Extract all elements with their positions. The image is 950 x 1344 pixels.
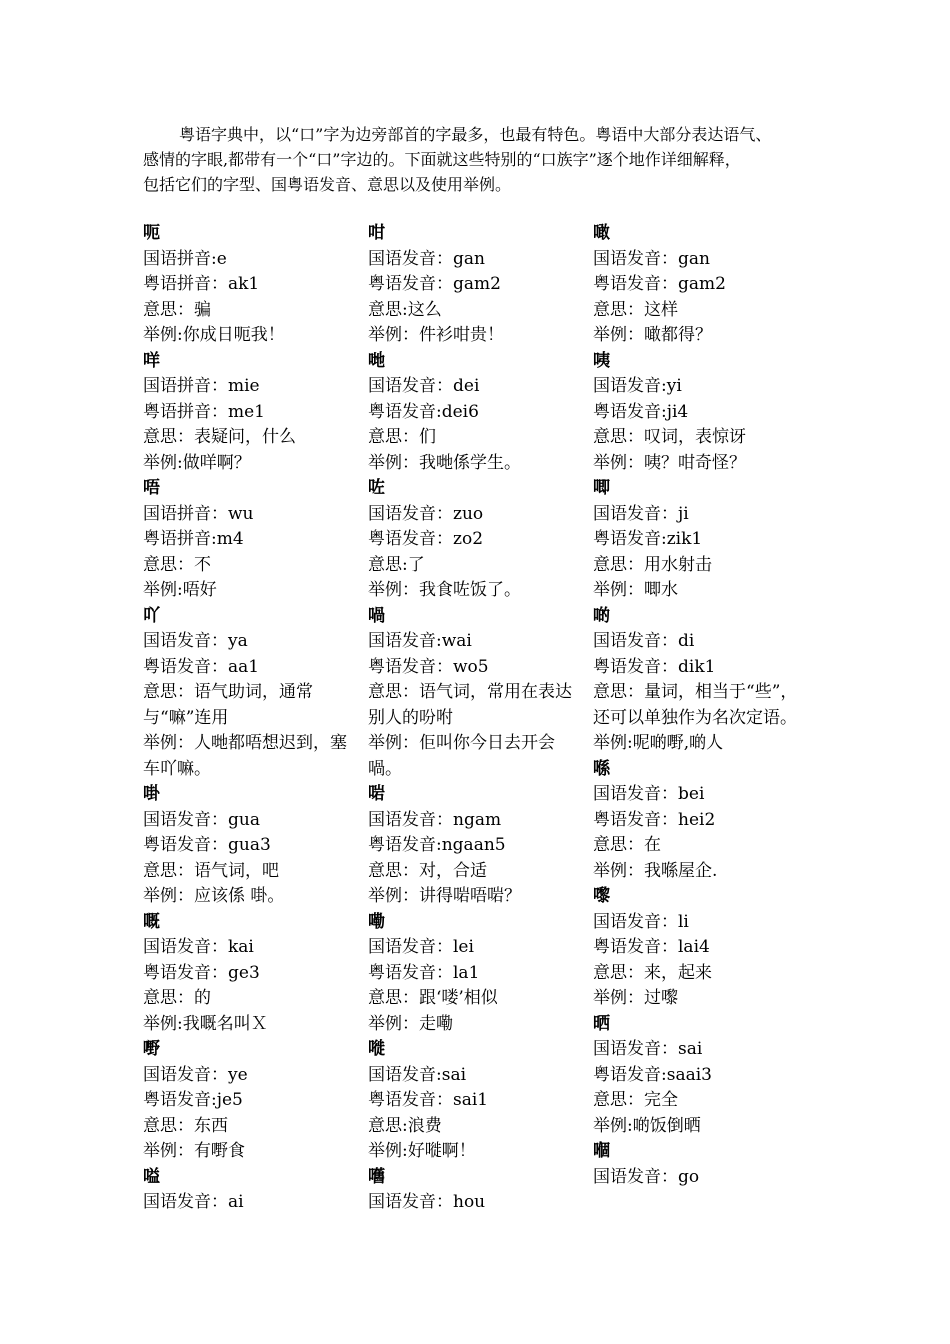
entry-line: 粤语拼音:m4 [143,529,244,549]
dictionary-entry [368,1165,584,1216]
dictionary-entry [143,604,359,783]
entry-line: 粤语发音:saai3 [593,1064,712,1085]
entry-line: 举例：人哋都唔想迟到，塞车吖嘛。 [143,733,347,779]
entry-line: 意思：这样 [593,299,678,320]
entry-line: 意思:了 [368,554,425,575]
entry-line: 举例:呢啲嘢,啲人 [593,733,724,753]
entry-line: 意思：骗 [143,299,211,320]
entry-character: 晒 [593,1013,610,1034]
entry-character: 唔 [143,478,160,498]
entry-line: 意思：东西 [143,1115,228,1136]
entry-line: 粤语拼音：ak1 [143,274,260,294]
intro-paragraph [143,122,843,197]
dictionary-entry [143,1165,359,1216]
entry-line: 举例：过嚟 [593,988,678,1008]
entry-line: 举例:你成日呃我！ [143,325,285,345]
entry-line: 国语发音：kai [143,937,254,957]
entry-character: 喎 [368,605,385,626]
entry-line: 粤语发音:je5 [143,1090,243,1110]
entry-column-2 [368,221,584,1216]
entry-character: 嘞 [368,911,385,932]
entry-line: 粤语发音:ji4 [593,401,689,422]
entry-line: 举例：我食咗饭了。 [368,580,521,600]
entry-line: 粤语发音：la1 [368,962,480,983]
entry-line: 举例:唔好 [143,580,217,600]
entry-line: 举例：讲得啱唔啱？ [368,886,521,906]
entry-line: 粤语发音：gua3 [143,835,271,855]
intro-line: 粤语字典中，以“口”字为边旁部首的字最多，也最有特色。粤语中大部分表达语气、 [179,125,772,144]
entry-line: 国语拼音:e [143,248,227,269]
entry-line: 意思：完全 [593,1090,678,1110]
entry-line: 国语发音：sai [593,1039,703,1059]
entry-character: 咗 [368,478,385,498]
entry-character: 嚟 [593,886,610,906]
entry-line: 国语发音：zuo [368,503,484,524]
entry-line: 国语发音：ngam [368,809,502,830]
entry-character: 嘢 [143,1039,160,1059]
entry-line: 意思:浪费 [368,1115,442,1136]
entry-line: 国语发音：ai [143,1192,244,1212]
entry-line: 意思：的 [143,988,211,1008]
entry-line: 意思：语气词，吧 [143,860,279,881]
entry-character: 咦 [593,350,610,371]
entry-line: 举例：件衫咁贵！ [368,325,504,345]
entry-line: 国语发音：go [593,1166,700,1187]
entry-line: 国语发音：dei [368,376,480,396]
entry-character: 啩 [143,784,160,804]
entry-line: 举例:好嘥啊！ [368,1141,476,1161]
entry-character: 嗌 [143,1166,160,1187]
entry-character: 嗰 [593,1141,610,1161]
entry-line: 国语发音：di [593,631,695,651]
entry-line: 粤语发音：aa1 [143,656,260,677]
entry-line: 粤语发音:dei6 [368,401,479,422]
entry-character: 啱 [368,784,385,804]
entry-line: 粤语发音：gam2 [593,274,726,294]
entry-line: 国语拼音：mie [143,376,260,396]
entry-line: 国语拼音：wu [143,503,254,524]
entry-line: 意思：语气助词，通常与“嘛”连用 [143,682,313,728]
entry-character: 嘥 [368,1039,385,1059]
intro-line: 包括它们的字型、国粤语发音、意思以及使用举例。 [143,175,512,194]
entry-line: 国语发音:sai [368,1064,467,1085]
dictionary-entry [593,476,809,604]
dictionary-entry [593,604,809,757]
entry-line: 意思：对，合适 [368,860,487,881]
entry-line: 意思：来，起来 [593,962,712,983]
entry-line: 举例：我哋係学生。 [368,452,521,473]
entry-line: 举例:啲饭倒晒 [593,1115,701,1136]
entry-line: 国语发音：bei [593,784,705,804]
entry-line: 意思：表疑问，什么 [143,427,296,447]
entry-line: 粤语发音：hei2 [593,809,716,830]
dictionary-entry [368,476,584,604]
entry-line: 国语发音：gan [593,248,710,269]
entry-line: 意思:这么 [368,299,442,320]
entry-line: 国语发音：li [593,911,689,932]
dictionary-entry [593,884,809,1012]
entry-line: 国语发音：ji [593,503,689,524]
dictionary-entry [368,349,584,477]
entry-line: 举例:做咩啊？ [143,452,251,473]
entry-line: 国语发音：gua [143,809,260,830]
dictionary-entry [368,910,584,1038]
dictionary-entry [368,221,584,349]
entry-line: 意思：量词，相当于“些”，还可以单独作为名次定语。 [593,682,798,728]
entry-line: 意思：不 [143,554,211,575]
dictionary-entry [143,782,359,910]
entry-line: 意思：语气词，常用在表达别人的吩咐 [368,682,572,728]
entry-line: 举例：我喺屋企. [593,860,718,881]
dictionary-entry [368,604,584,783]
dictionary-entry [143,910,359,1038]
entry-column-1 [143,221,359,1216]
intro-line: 感情的字眼,都带有一个“口”字边的。下面就这些特别的“口族字”逐个地作详细解释， [143,150,741,169]
entry-line: 举例：噉都得？ [593,325,712,345]
entry-character: 唧 [593,478,610,498]
entry-line: 举例：走嘞 [368,1013,453,1034]
dictionary-entry [143,221,359,349]
entry-line: 意思：们 [368,427,436,447]
entry-line: 国语发音：hou [368,1192,486,1212]
entry-line: 粤语发音：ge3 [143,962,260,983]
entry-line: 国语发音:yi [593,376,682,396]
entry-column-3 [593,221,809,1190]
entry-line: 国语发音：ye [143,1064,248,1085]
entry-character: 嚿 [368,1166,385,1187]
entry-line: 举例：咦？咁奇怪？ [593,452,746,473]
dictionary-entry [143,476,359,604]
entry-line: 举例：唧水 [593,580,678,600]
entry-line: 粤语发音:zik1 [593,529,703,549]
entry-line: 意思：用水射击 [593,554,712,575]
entry-line: 国语发音：gan [368,248,485,269]
entry-line: 粤语发音：lai4 [593,937,710,957]
entry-character: 咩 [143,350,160,371]
dictionary-entry [593,349,809,477]
dictionary-entry [143,1037,359,1165]
entry-line: 意思：跟‘喽’相似 [368,988,498,1008]
dictionary-entry [593,221,809,349]
entry-line: 粤语发音：gam2 [368,274,501,294]
entry-character: 哋 [368,350,385,371]
entry-line: 国语发音：lei [368,937,474,957]
entry-character: 吖 [143,605,160,626]
entry-line: 国语发音:wai [368,631,472,651]
entry-character: 呃 [143,223,160,243]
entry-line: 意思：叹词，表惊讶 [593,427,746,447]
dictionary-entry [593,1139,809,1190]
entry-line: 举例：佢叫你今日去开会喎。 [368,733,555,779]
entry-line: 粤语拼音：me1 [143,401,265,422]
entry-line: 粤语发音：dik1 [593,656,716,677]
entry-character: 喺 [593,758,610,779]
entry-character: 咁 [368,223,385,243]
entry-line: 举例：有嘢食 [143,1141,245,1161]
dictionary-entry [368,1037,584,1165]
entry-character: 啲 [593,605,610,626]
entry-line: 粤语发音:ngaan5 [368,835,506,855]
dictionary-entry [593,757,809,885]
entry-line: 举例:我嘅名叫Ｘ [143,1013,268,1034]
entry-line: 粤语发音：wo5 [368,656,489,677]
entry-line: 意思：在 [593,835,661,855]
entry-line: 国语发音：ya [143,631,248,651]
entry-character: 嘅 [143,911,160,932]
entry-character: 噉 [593,223,610,243]
entry-line: 举例：应该係 啩。 [143,886,285,906]
entry-line: 粤语发音：zo2 [368,529,484,549]
dictionary-entry [593,1012,809,1140]
dictionary-entry [143,349,359,477]
dictionary-entry [368,782,584,910]
entry-line: 粤语发音：sai1 [368,1090,489,1110]
